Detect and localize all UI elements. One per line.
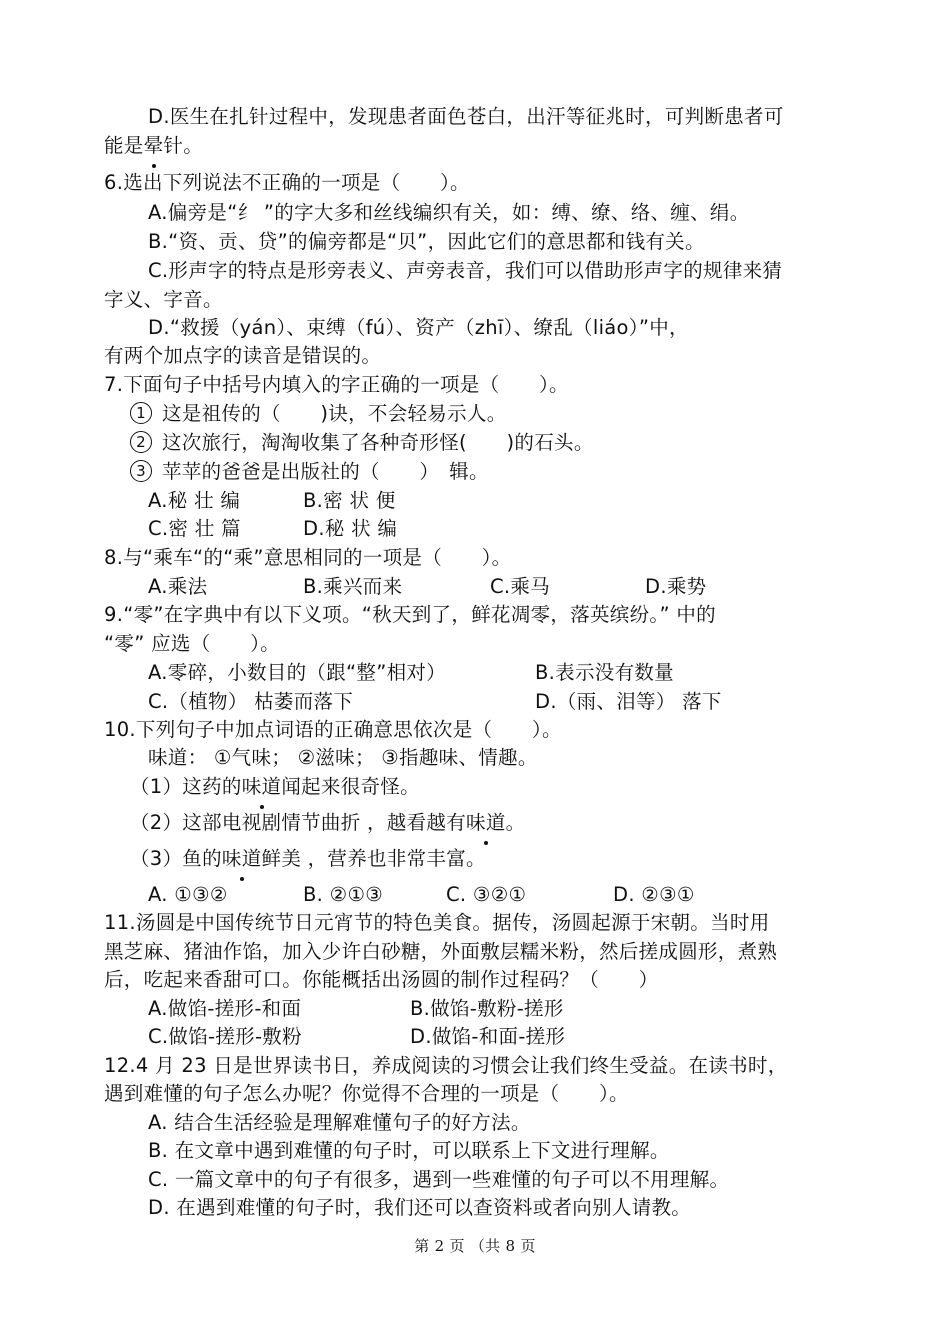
q6-stem: 6.选出下列说法不正确的一项是（ ）。 xyxy=(104,171,470,194)
q8-option-d: D.乘势 xyxy=(645,575,707,598)
q5-option-d-line1: D.医生在扎针过程中，发现患者面色苍白，出汗等征兆时，可判断患者可 xyxy=(148,105,784,128)
text: 。 xyxy=(505,811,526,834)
q9-stem-line2: “零” 应选（ ）。 xyxy=(104,632,280,655)
q7-option-a: A.秘 壮 编 xyxy=(148,489,241,512)
dotted-char: 晕 xyxy=(144,132,164,160)
q11-option-d: D.做馅-和面-搓形 xyxy=(410,1025,566,1048)
dotted-word: 味道 xyxy=(242,773,282,801)
q10-option-b: B. ②①③ xyxy=(303,883,384,906)
q9-stem-line1: 9.“零”在字典中有以下义项。“秋天到了，鲜花凋零，落英缤纷。” 中的 xyxy=(104,603,716,626)
q11-stem-line2: 黑芝麻、猪油作馅，加入少许白砂糖，外面敷层糯米粉，然后搓成圆形，煮熟 xyxy=(104,940,778,963)
q11-stem-line3: 后，吃起来香甜可口。你能概括出汤圆的制作过程码？（ ） xyxy=(104,968,659,991)
q6-option-c-line2: 字义、字音。 xyxy=(104,288,223,311)
q11-option-b: B.做馅-敷粉-搓形 xyxy=(410,997,564,1020)
text: （1）这药的 xyxy=(130,775,242,798)
text: 能是 xyxy=(104,134,144,157)
q5-option-d-line2 xyxy=(104,132,203,160)
circled-number: 1 xyxy=(130,402,152,424)
sentence-text: 这是祖传的（ )诀，不会轻易示人。 xyxy=(162,402,507,425)
q8-option-b: B.乘兴而来 xyxy=(303,575,403,598)
q6-option-c-line1: C.形声字的特点是形旁表义、声旁表音，我们可以借助形声字的规律来猜 xyxy=(148,259,783,282)
q10-sentence-2 xyxy=(130,809,525,837)
q7-stem: 7.下面句子中括号内填入的字正确的一项是（ ）。 xyxy=(104,373,569,396)
q10-sentence-1 xyxy=(130,773,420,801)
q12-option-d: D. 在遇到难懂的句子时，我们还可以查资料或者向别人请教。 xyxy=(148,1196,692,1219)
text: （2）这部电视剧情节曲折 ，越看越有 xyxy=(130,811,467,834)
circled-number: 3 xyxy=(130,460,152,482)
dotted-word: 味道 xyxy=(222,845,262,873)
q12-option-b: B. 在文章中遇到难懂的句子时，可以联系上下文进行理解。 xyxy=(148,1139,670,1162)
q11-option-a: A.做馅-搓形-和面 xyxy=(148,997,302,1020)
q10-option-d: D. ②③① xyxy=(613,883,695,906)
q8-stem: 8.与“乘车“的“乘”意思相同的一项是（ ）。 xyxy=(104,546,512,569)
q6-option-d-line2: 有两个加点字的读音是错误的。 xyxy=(104,344,382,367)
q6-option-b: B.“资、贡、贷”的偏旁都是“贝”，因此它们的意思都和钱有关。 xyxy=(148,230,705,253)
q12-option-c: C. 一篇文章中的句子有很多，遇到一些难懂的句子可以不用理解。 xyxy=(148,1168,730,1191)
text: 针。 xyxy=(163,134,204,157)
q12-stem-line1: 12.4 月 23 日是世界读书日，养成阅读的习惯会让我们终生受益。在读书时， xyxy=(104,1054,788,1077)
text: 鲜美 ，营养也非常丰富。 xyxy=(261,847,486,870)
q7-option-b: B.密 状 便 xyxy=(303,489,396,512)
q8-option-c: C.乘马 xyxy=(490,575,551,598)
q8-option-a: A.乘法 xyxy=(148,575,208,598)
q9-option-a: A.零碎，小数目的（跟“整”相对） xyxy=(148,661,446,684)
q6-option-d-line1: D.“救援（yán）、束缚（fú）、资产（zhī）、缭乱（liáo）”中， xyxy=(148,316,689,339)
sentence-text: 这次旅行，淘淘收集了各种奇形怪( )的石头。 xyxy=(162,431,594,454)
page-footer: 第 2 页 （共 8 页 xyxy=(414,1237,536,1255)
circled-number: 2 xyxy=(130,431,152,453)
q10-stem: 10.下列句子中加点词语的正确意思依次是（ ）。 xyxy=(104,718,562,741)
q11-stem-line1: 11.汤圆是中国传统节日元宵节的特色美食。据传，汤圆起源于宋朝。当时用 xyxy=(104,911,770,934)
text: （3）鱼的 xyxy=(130,847,222,870)
q9-option-d: D.（雨、泪等） 落下 xyxy=(535,690,722,713)
q7-option-d: D.秘 状 编 xyxy=(303,517,398,540)
q10-option-c: C. ③②① xyxy=(446,883,527,906)
q7-sentence-3 xyxy=(130,458,489,486)
q10-sentence-3 xyxy=(130,845,486,873)
q7-option-c: C.密 壮 篇 xyxy=(148,517,241,540)
dotted-word: 味道 xyxy=(466,809,506,837)
q7-sentence-1 xyxy=(130,400,507,428)
q6-option-a: A.偏旁是“纟 ”的字大多和丝线编织有关，如：缚、缭、络、缠、绢。 xyxy=(148,201,750,224)
q9-option-b: B.表示没有数量 xyxy=(535,661,674,684)
q12-stem-line2: 遇到难懂的句子怎么办呢？你觉得不合理的一项是（ ）。 xyxy=(104,1082,629,1105)
q9-option-c: C.（植物） 枯萎而落下 xyxy=(148,690,354,713)
q10-option-a: A. ①③② xyxy=(148,883,228,906)
text: 闻起来很奇怪。 xyxy=(281,775,420,798)
sentence-text: 苹苹的爸爸是出版社的（ ） 辑。 xyxy=(162,460,489,483)
q11-option-c: C.做馅-搓形-敷粉 xyxy=(148,1025,302,1048)
q7-sentence-2 xyxy=(130,429,594,457)
q12-option-a: A. 结合生活经验是理解难懂句子的好方法。 xyxy=(148,1111,531,1134)
q10-meanings: 味道： ①气味； ②滋味； ③指趣味、情趣。 xyxy=(148,746,538,769)
